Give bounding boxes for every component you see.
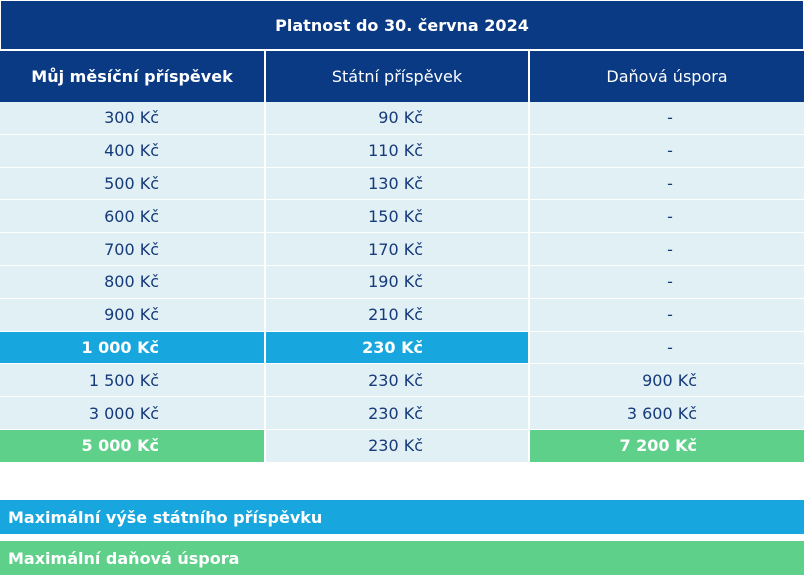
cell-state-contribution: 150 Kč bbox=[266, 200, 530, 232]
table-row bbox=[0, 200, 804, 233]
table-row bbox=[0, 135, 804, 168]
cell-tax-saving: 7 200 Kč bbox=[530, 430, 804, 462]
cell-my-contribution: 400 Kč bbox=[0, 135, 266, 167]
header-state-contribution: Státní příspěvek bbox=[266, 50, 530, 102]
cell-state-contribution: 230 Kč bbox=[266, 332, 530, 364]
cell-state-contribution: 230 Kč bbox=[266, 430, 530, 462]
cell-tax-saving: - bbox=[530, 102, 804, 134]
cell-my-contribution: 1 000 Kč bbox=[0, 332, 266, 364]
cell-state-contribution: 190 Kč bbox=[266, 266, 530, 298]
table-row-max-tax bbox=[0, 430, 804, 463]
cell-tax-saving: - bbox=[530, 135, 804, 167]
cell-my-contribution: 300 Kč bbox=[0, 102, 266, 134]
legend-max-state-contribution: Maximální výše státního příspěvku bbox=[0, 500, 804, 534]
header-tax-saving: Daňová úspora bbox=[530, 50, 804, 102]
cell-my-contribution: 600 Kč bbox=[0, 200, 266, 232]
table-row bbox=[0, 233, 804, 266]
cell-tax-saving: - bbox=[530, 332, 804, 364]
cell-state-contribution: 230 Kč bbox=[266, 364, 530, 396]
cell-state-contribution: 210 Kč bbox=[266, 299, 530, 331]
table-title: Platnost do 30. června 2024 bbox=[0, 0, 804, 50]
cell-my-contribution: 3 000 Kč bbox=[0, 397, 266, 429]
table-row bbox=[0, 168, 804, 201]
cell-my-contribution: 800 Kč bbox=[0, 266, 266, 298]
table-row bbox=[0, 397, 804, 430]
cell-tax-saving: 3 600 Kč bbox=[530, 397, 804, 429]
cell-state-contribution: 230 Kč bbox=[266, 397, 530, 429]
table-header-row bbox=[0, 50, 804, 102]
cell-my-contribution: 1 500 Kč bbox=[0, 364, 266, 396]
cell-tax-saving: - bbox=[530, 200, 804, 232]
table-row bbox=[0, 102, 804, 135]
table-row-max-state bbox=[0, 332, 804, 365]
cell-tax-saving: - bbox=[530, 299, 804, 331]
table-row bbox=[0, 299, 804, 332]
cell-state-contribution: 170 Kč bbox=[266, 233, 530, 265]
cell-my-contribution: 5 000 Kč bbox=[0, 430, 266, 462]
cell-tax-saving: - bbox=[530, 233, 804, 265]
cell-my-contribution: 500 Kč bbox=[0, 168, 266, 200]
cell-tax-saving: - bbox=[530, 266, 804, 298]
cell-my-contribution: 900 Kč bbox=[0, 299, 266, 331]
cell-state-contribution: 90 Kč bbox=[266, 102, 530, 134]
cell-state-contribution: 130 Kč bbox=[266, 168, 530, 200]
cell-state-contribution: 110 Kč bbox=[266, 135, 530, 167]
header-my-contribution: Můj měsíční příspěvek bbox=[0, 50, 266, 102]
cell-tax-saving: 900 Kč bbox=[530, 364, 804, 396]
table-row bbox=[0, 266, 804, 299]
cell-my-contribution: 700 Kč bbox=[0, 233, 266, 265]
table-row bbox=[0, 364, 804, 397]
legend-max-tax-saving: Maximální daňová úspora bbox=[0, 541, 804, 575]
cell-tax-saving: - bbox=[530, 168, 804, 200]
